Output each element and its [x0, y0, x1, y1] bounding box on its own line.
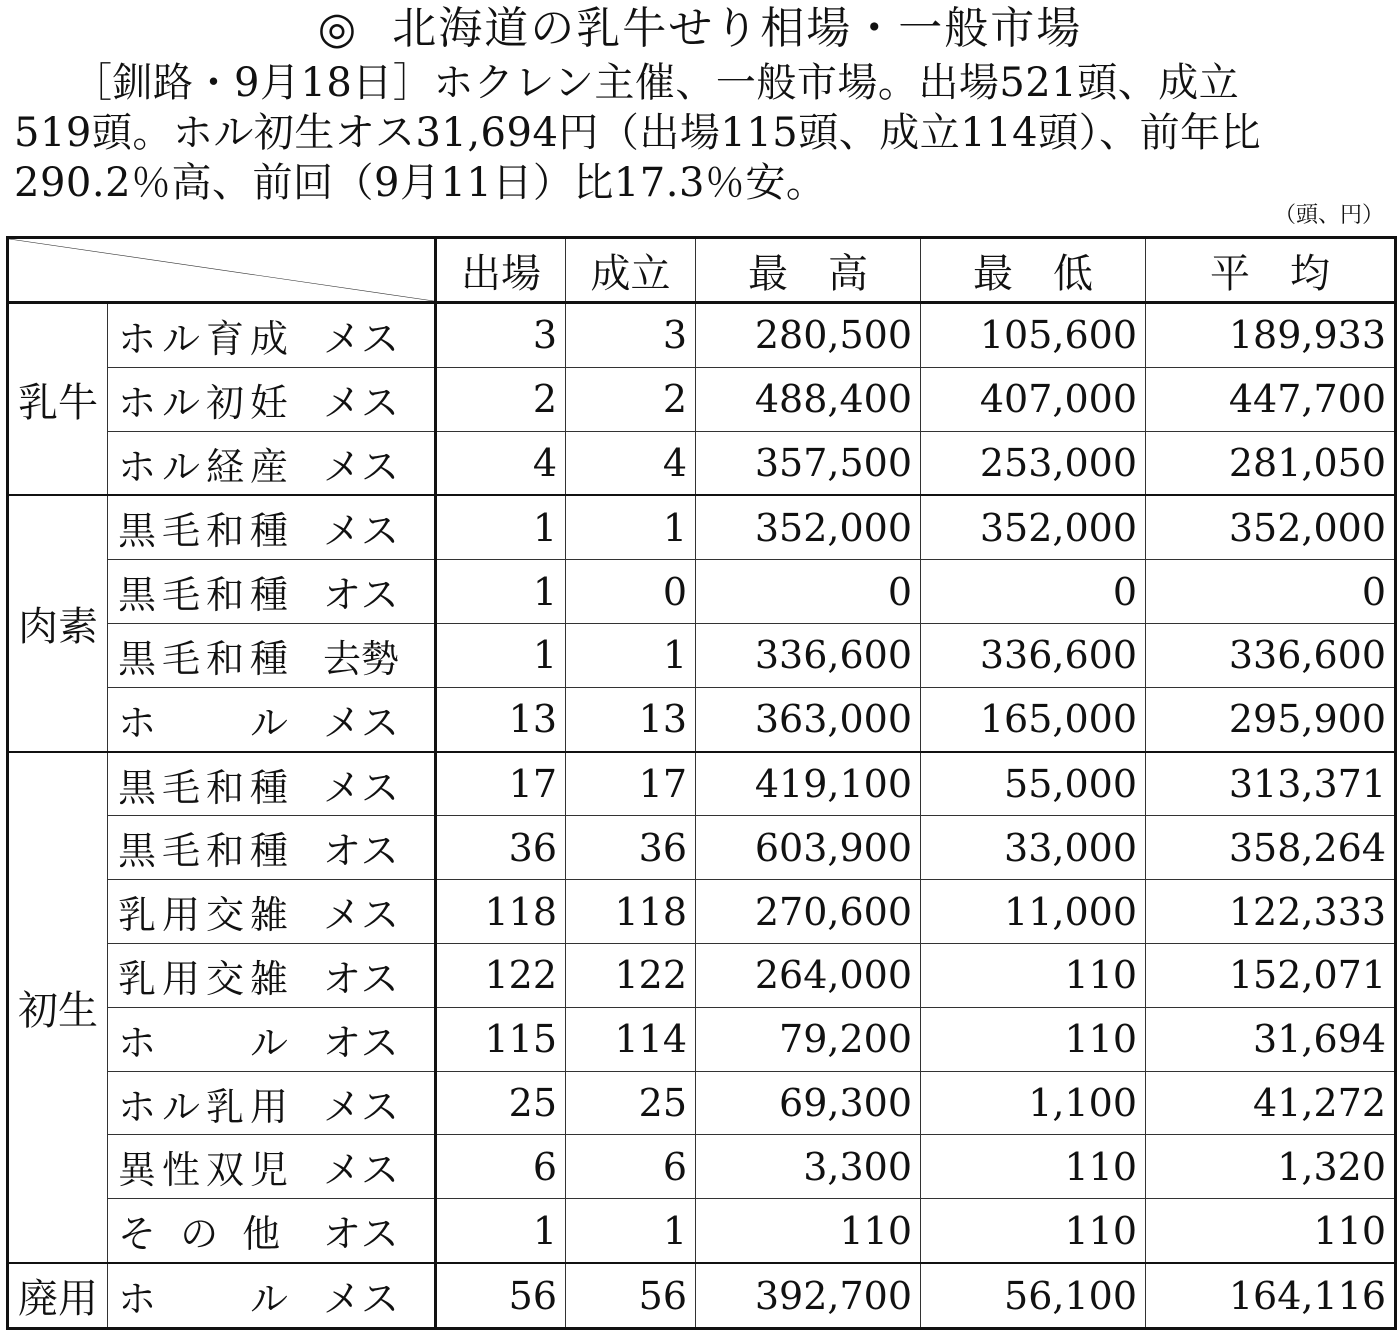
sex-label: オス [323, 956, 399, 1001]
double-circle-icon: ◎ [317, 3, 359, 54]
breed-name: そ の 他 [118, 1212, 287, 1257]
row-label [108, 880, 436, 944]
cell-min: 253,000 [921, 431, 1146, 495]
cell-min: 33,000 [921, 816, 1146, 880]
cell-min: 110 [921, 1199, 1146, 1263]
table-row [8, 1199, 1396, 1263]
table-row [8, 944, 1396, 1008]
row-label [108, 624, 436, 688]
cell-count-sold: 114 [566, 1007, 696, 1071]
cell-count-listed: 1 [436, 495, 566, 559]
cell-max: 69,300 [696, 1071, 921, 1135]
row-label [108, 303, 436, 368]
cell-count-sold: 13 [566, 687, 696, 751]
cell-max: 488,400 [696, 367, 921, 431]
cell-max: 110 [696, 1199, 921, 1263]
cell-avg: 447,700 [1146, 367, 1396, 431]
sex-label: オス [323, 573, 399, 618]
diagonal-line [9, 239, 434, 301]
breed-name: 乳用交雑 [118, 893, 295, 938]
sex-label: メス [323, 700, 400, 745]
cell-avg: 164,116 [1146, 1263, 1396, 1328]
breed-name: ホル乳用 [118, 1084, 295, 1129]
cell-count-sold: 25 [566, 1071, 696, 1135]
cell-max: 419,100 [696, 752, 921, 816]
row-label [108, 431, 436, 495]
cell-avg: 1,320 [1146, 1135, 1396, 1199]
row-label [108, 495, 436, 559]
body-line: ［釧路・9月18日］ホクレン主催、一般市場。出場521頭、成立 [72, 60, 1240, 106]
breed-name: 異性双児 [118, 1148, 295, 1193]
breed-name: ホル育成 [118, 316, 295, 361]
cell-count-listed: 6 [436, 1135, 566, 1199]
cell-count-listed: 1 [436, 624, 566, 688]
column-header: 最 高 [696, 238, 921, 303]
breed-name: 黒毛和種 [118, 573, 295, 618]
sex-label: メス [323, 509, 400, 554]
sex-label: メス [323, 893, 400, 938]
article-title [0, 2, 1400, 56]
unit-note: （頭、円） [1273, 203, 1384, 228]
cell-min: 1,100 [921, 1071, 1146, 1135]
cell-count-sold: 17 [566, 752, 696, 816]
sex-label: メス [323, 316, 400, 361]
row-label [108, 560, 436, 624]
sex-label: メス [323, 1148, 400, 1193]
table-row [8, 367, 1396, 431]
cell-avg: 281,050 [1146, 431, 1396, 495]
cell-count-listed: 1 [436, 1199, 566, 1263]
cell-min: 165,000 [921, 687, 1146, 751]
cell-count-sold: 56 [566, 1263, 696, 1328]
breed-name: ホ ル [118, 700, 295, 745]
cell-min: 110 [921, 944, 1146, 1008]
cell-max: 603,900 [696, 816, 921, 880]
row-label [108, 1071, 436, 1135]
group-label: 初生 [8, 752, 108, 1263]
breed-name: ホル経産 [118, 444, 295, 489]
cell-avg: 352,000 [1146, 495, 1396, 559]
table-row [8, 687, 1396, 751]
cell-max: 270,600 [696, 880, 921, 944]
cell-min: 105,600 [921, 303, 1146, 368]
cell-count-listed: 115 [436, 1007, 566, 1071]
breed-name: 黒毛和種 [118, 509, 295, 554]
cell-count-listed: 1 [436, 560, 566, 624]
cell-avg: 295,900 [1146, 687, 1396, 751]
cell-count-sold: 36 [566, 816, 696, 880]
column-header: 成立 [566, 238, 696, 303]
cell-avg: 0 [1146, 560, 1396, 624]
sex-label: オス [323, 1020, 399, 1065]
cell-count-listed: 56 [436, 1263, 566, 1328]
table-row [8, 431, 1396, 495]
cell-avg: 152,071 [1146, 944, 1396, 1008]
row-label [108, 687, 436, 751]
cell-max: 0 [696, 560, 921, 624]
cell-count-listed: 25 [436, 1071, 566, 1135]
diagonal-corner-cell [8, 238, 436, 303]
row-label [108, 1135, 436, 1199]
cell-count-sold: 0 [566, 560, 696, 624]
cell-count-sold: 1 [566, 624, 696, 688]
breed-name: ホ ル [118, 1020, 295, 1065]
cell-avg: 313,371 [1146, 752, 1396, 816]
breed-name: 乳用交雑 [118, 956, 295, 1001]
cell-avg: 41,272 [1146, 1071, 1396, 1135]
cell-count-listed: 4 [436, 431, 566, 495]
cell-count-sold: 6 [566, 1135, 696, 1199]
table-row [8, 303, 1396, 368]
breed-name: ホル初妊 [118, 380, 295, 425]
row-label [108, 816, 436, 880]
cell-count-listed: 36 [436, 816, 566, 880]
cell-max: 336,600 [696, 624, 921, 688]
cell-count-sold: 118 [566, 880, 696, 944]
cell-min: 352,000 [921, 495, 1146, 559]
sex-label: メス [323, 380, 400, 425]
body-line: 519頭。ホル初生オス31,694円（出場115頭、成立114頭）、前年比 [14, 110, 1262, 156]
cell-count-sold: 4 [566, 431, 696, 495]
table-row [8, 1007, 1396, 1071]
cell-count-listed: 118 [436, 880, 566, 944]
table-body [8, 303, 1396, 1329]
sex-label: オス [323, 1212, 399, 1257]
cell-min: 110 [921, 1135, 1146, 1199]
table-header-row [8, 238, 1396, 303]
cell-max: 363,000 [696, 687, 921, 751]
cell-count-sold: 1 [566, 495, 696, 559]
cell-min: 56,100 [921, 1263, 1146, 1328]
group-label: 乳牛 [8, 303, 108, 496]
cell-max: 280,500 [696, 303, 921, 368]
breed-name: 黒毛和種 [118, 765, 295, 810]
cell-min: 0 [921, 560, 1146, 624]
cell-avg: 31,694 [1146, 1007, 1396, 1071]
row-label [108, 752, 436, 816]
article-body [14, 58, 1390, 208]
row-label [108, 1199, 436, 1263]
table-row [8, 752, 1396, 816]
sex-label: メス [323, 1084, 400, 1129]
price-table [6, 236, 1397, 1330]
breed-name: ホ ル [118, 1277, 295, 1322]
column-header: 出場 [436, 238, 566, 303]
cell-avg: 358,264 [1146, 816, 1396, 880]
row-label [108, 944, 436, 1008]
table-row [8, 560, 1396, 624]
cell-count-listed: 2 [436, 367, 566, 431]
cell-min: 110 [921, 1007, 1146, 1071]
cell-max: 79,200 [696, 1007, 921, 1071]
row-label [108, 1263, 436, 1328]
cell-count-listed: 13 [436, 687, 566, 751]
group-label: 廃用 [8, 1263, 108, 1328]
cell-max: 264,000 [696, 944, 921, 1008]
cell-avg: 336,600 [1146, 624, 1396, 688]
group-label: 肉素 [8, 495, 108, 751]
cell-count-sold: 122 [566, 944, 696, 1008]
cell-min: 55,000 [921, 752, 1146, 816]
row-label [108, 367, 436, 431]
title-text: 北海道の乳牛せり相場・一般市場 [392, 3, 1083, 54]
table-row [8, 624, 1396, 688]
cell-count-listed: 122 [436, 944, 566, 1008]
sex-label: メス [323, 444, 400, 489]
table-row [8, 1263, 1396, 1328]
cell-count-listed: 3 [436, 303, 566, 368]
cell-avg: 189,933 [1146, 303, 1396, 368]
cell-min: 407,000 [921, 367, 1146, 431]
cell-min: 11,000 [921, 880, 1146, 944]
body-line: 290.2％高、前回（9月11日）比17.3％安。 [14, 160, 827, 206]
table-row [8, 1071, 1396, 1135]
cell-avg: 110 [1146, 1199, 1396, 1263]
cell-count-listed: 17 [436, 752, 566, 816]
sex-label: オス [323, 829, 399, 874]
sex-label: メス [323, 1277, 400, 1322]
cell-avg: 122,333 [1146, 880, 1396, 944]
table-row [8, 495, 1396, 559]
cell-count-sold: 1 [566, 1199, 696, 1263]
sex-label: 去勢 [323, 636, 400, 681]
cell-count-sold: 2 [566, 367, 696, 431]
column-header: 平 均 [1146, 238, 1396, 303]
table-row [8, 1135, 1396, 1199]
breed-name: 黒毛和種 [118, 829, 295, 874]
sex-label: メス [323, 765, 400, 810]
cell-max: 352,000 [696, 495, 921, 559]
cell-max: 357,500 [696, 431, 921, 495]
cell-max: 392,700 [696, 1263, 921, 1328]
cell-min: 336,600 [921, 624, 1146, 688]
cell-count-sold: 3 [566, 303, 696, 368]
table-row [8, 816, 1396, 880]
column-header: 最 低 [921, 238, 1146, 303]
row-label [108, 1007, 436, 1071]
cell-max: 3,300 [696, 1135, 921, 1199]
breed-name: 黒毛和種 [118, 636, 295, 681]
table-row [8, 880, 1396, 944]
